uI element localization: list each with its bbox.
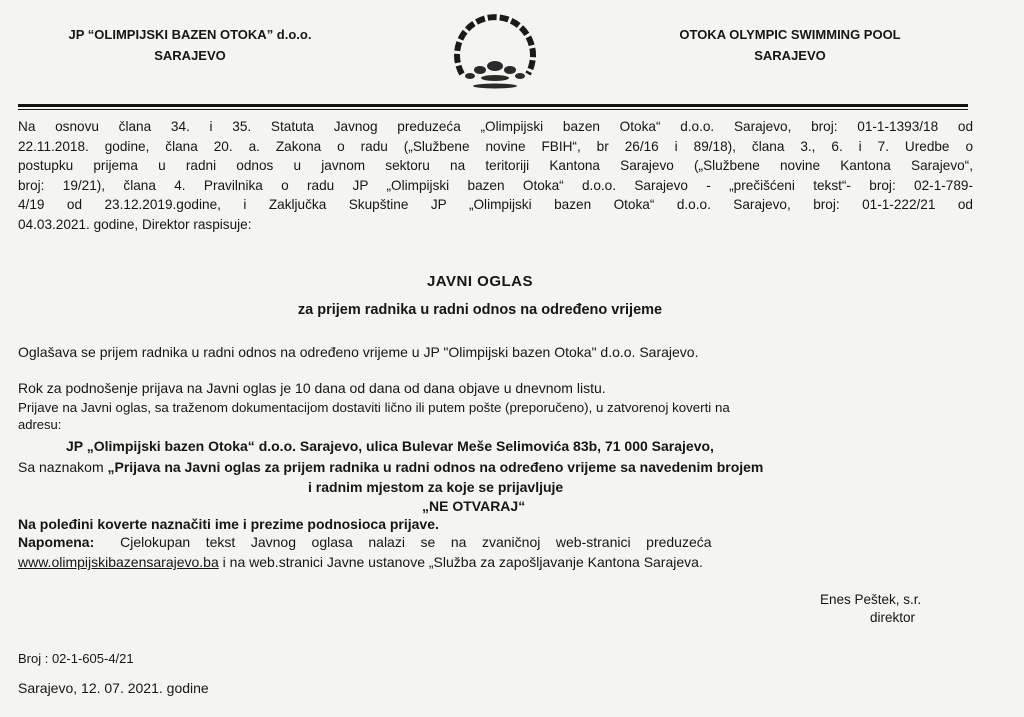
note-label: Napomena:: [18, 534, 95, 550]
header-right: [640, 24, 940, 66]
reference-number: Broj : 02-1-605-4/21: [18, 651, 134, 666]
note-line: [18, 533, 712, 551]
website-link[interactable]: www.olimpijskibazensarajevo.ba: [18, 554, 219, 570]
header-right-city: SARAJEVO: [754, 48, 826, 63]
signature-name: Enes Peštek, s.r.: [820, 592, 922, 607]
note-text: Cjelokupan tekst Javnog oglasa nalazi se na zvaničnoj web-stranici preduzeća: [120, 534, 712, 550]
deadline-text: Rok za podnošenje prijava na Javni oglas je 10 dana od dana od dana objave u dnevnom listu.: [18, 380, 606, 396]
marking-text: „Prijava na Javni oglas za prijem radnika u radni odnos na određeno vrijeme sa navedenim brojem: [107, 459, 764, 475]
marking-text-cont: i radnim mjestom za koje se prijavljuje: [308, 479, 564, 495]
note-text-cont: i na web.stranici Javne ustanove „Služba za zapošljavanje Kantona Sarajeva.: [218, 554, 703, 570]
document-title: JAVNI OGLAS: [426, 273, 534, 290]
header-left-city: SARAJEVO: [154, 48, 226, 63]
intro-line: 22.11.2018. godine, člana 20. a. Zakona o radu („Službene novine FBIH“, br 26/16 i 89/18), člana 3., 6. i 7. Uredbe o: [18, 138, 973, 154]
intro-line: postupku prijema u radni odnos u javnom sektoru na teritoriji Kantona Sarajevo („Službene novine Kantona Sarajevo“,: [18, 158, 973, 174]
place-and-date: Sarajevo, 12. 07. 2021. godine: [18, 680, 209, 696]
pool-logo: [440, 4, 550, 100]
marking-line: [18, 458, 763, 476]
do-not-open-text: „NE OTVARAJ“: [422, 498, 526, 514]
note-line-cont: [18, 553, 703, 571]
address-text: JP „Olimpijski bazen Otoka“ d.o.o. Sarajevo, ulica Bulevar Meše Selimovića 83b, 71 000 Sarajevo,: [66, 438, 714, 454]
document-subtitle: za prijem radnika u radni odnos na određeno vrijeme: [297, 302, 663, 318]
intro-line: 04.03.2021. godine, Direktor raspisuje:: [18, 216, 252, 232]
signature-title: direktor: [870, 610, 916, 625]
marking-prefix: Sa naznakom: [18, 459, 104, 475]
header-left: [40, 24, 340, 66]
submission-text-cont: adresu:: [18, 417, 62, 432]
announcement-text: Oglašava se prijem radnika u radni odnos na određeno vrijeme u JP "Olimpijski bazen Otoka" d.o.o. Sarajevo.: [18, 344, 699, 360]
header-right-org: OTOKA OLYMPIC SWIMMING POOL: [679, 27, 901, 42]
intro-line: broj: 19/21), člana 4. Pravilnika o radu JP „Olimpijski bazen Otoka“ d.o.o. Sarajevo - „prečišćeni tekst“- broj: 02-1-789-: [18, 177, 973, 193]
envelope-back-note: Na poleđini koverte naznačiti ime i prezime podnosioca prijave.: [18, 516, 439, 532]
header-divider-thin: [18, 109, 968, 110]
legal-basis-paragraph: [18, 117, 973, 235]
submission-text: Prijave na Javni oglas, sa traženom dokumentacijom dostaviti lično ili putem pošte (preporučeno), u zatvorenoj koverti na: [18, 400, 730, 415]
header-divider: [18, 104, 968, 107]
header-left-org: JP “OLIMPIJSKI BAZEN OTOKA” d.o.o.: [68, 27, 312, 42]
intro-line: Na osnovu člana 34. i 35. Statuta Javnog preduzeća „Olimpijski bazen Otoka“ d.o.o. Sarajevo, broj: 01-1-1393/18 od: [18, 119, 973, 134]
intro-line: 4/19 od 23.12.2019.godine, i Zaključka Skupštine JP „Olimpijski bazen Otoka“ d.o.o. Sarajevo, broj: 01-1-222/21 od: [18, 197, 973, 213]
